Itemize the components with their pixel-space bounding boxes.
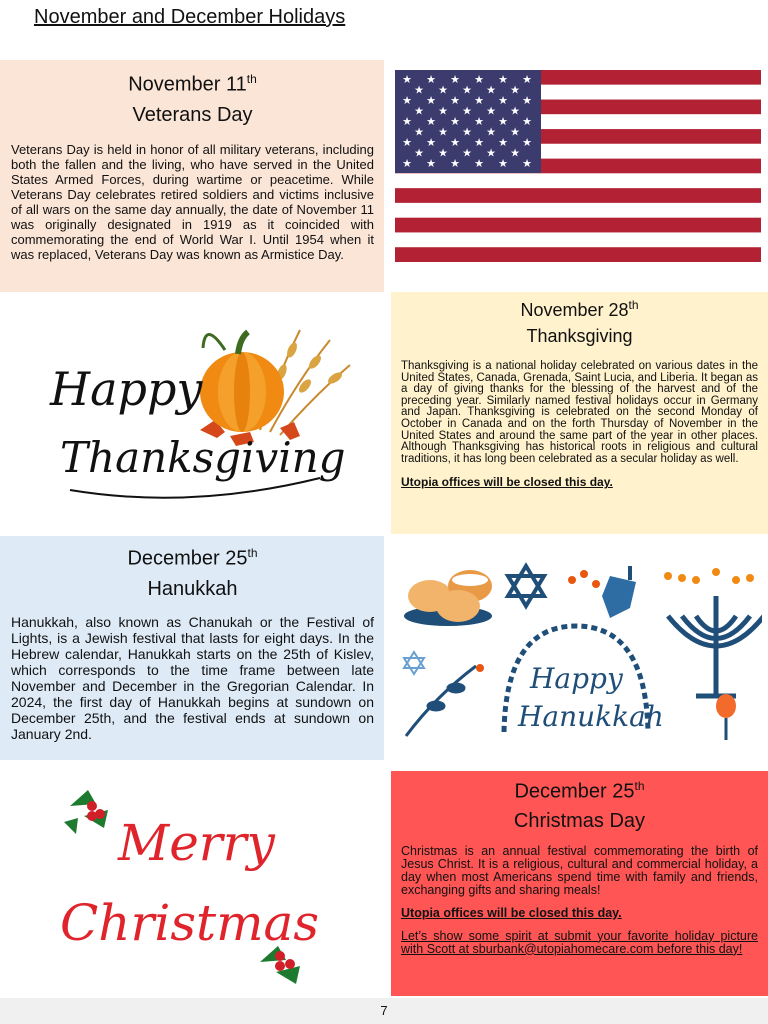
happy-thanksgiving-image [30, 310, 360, 510]
branch-icon [406, 666, 476, 736]
flag-star-icon: ★ [522, 158, 532, 170]
wheat-grain-icon [276, 341, 344, 395]
us-flag-image [395, 70, 761, 262]
flag-star-icon: ★ [402, 95, 412, 107]
christmas-spirit-note[interactable]: Let’s show some spirit at submit your favorite holiday picture with Scott at sburbank@utopiahomecare.com before this day! [401, 928, 758, 956]
thanksgiving-image-text-1: Happy [50, 362, 203, 416]
veterans-title: Veterans Day [132, 103, 253, 126]
flag-star-icon: ★ [474, 95, 484, 107]
christmas-date: December 25th [514, 779, 645, 803]
merry-christmas-image [40, 776, 340, 986]
hanukkah-title: Hanukkah [147, 577, 238, 600]
flag-star-icon: ★ [402, 137, 412, 149]
flag-star-icon: ★ [486, 105, 496, 118]
flag-star-icon: ★ [486, 84, 496, 97]
flag-star-icon: ★ [474, 158, 484, 170]
flag-star-icon: ★ [450, 95, 460, 107]
flag-stripe [395, 218, 761, 233]
flag-star-icon: ★ [426, 137, 436, 149]
flag-star-icon: ★ [426, 158, 436, 170]
flag-star-icon: ★ [498, 116, 508, 128]
flag-star-icon: ★ [510, 84, 520, 97]
flag-star-icon: ★ [498, 158, 508, 170]
flag-star-icon: ★ [426, 95, 436, 107]
flag-star-icon: ★ [402, 116, 412, 128]
flag-star-icon: ★ [462, 147, 472, 160]
flag-star-icon: ★ [522, 74, 532, 86]
flag-stripe [395, 203, 761, 218]
flag-star-icon: ★ [510, 147, 520, 160]
flag-stripe [395, 247, 761, 262]
thanksgiving-body: Thanksgiving is a national holiday celebrated on various dates in the United States, Canada, Grenada, Saint Lucia, and Liberia. It began as a day of giving thanks for the blessing of the harvest and of the preceding year. Similarly named festival holidays occur in Germany and Japan. Thanksgiving is celebrated on the second Monday of October in Canada and on the forth Thursday of November in the United States and around the same part of the year in other places. Although Thanksgiving has historical roots in religious and cultural traditions, it has long been celebrated as a secular holiday as well. [401, 360, 758, 465]
hanukkah-image-text-2: Hanukkah [518, 700, 664, 733]
veterans-body: Veterans Day is held in honor of all military veterans, including both the fallen and the living, who have served in the United States Armed Forces, during wartime or peacetime. While Veterans Day celebrates retired soldiers and victims inclusive of all wars on the same day annually, the date of November 11 was originally designated in 1919 as it coincided with commemorating the end of World War I. Until 1954 when it was replaced, Veterans Day was known as Armistice Day. [11, 141, 374, 262]
christmas-image-text-2: Christmas [60, 894, 319, 952]
flag-star-icon: ★ [474, 116, 484, 128]
flag-star-icon: ★ [450, 158, 460, 170]
flag-star-icon: ★ [402, 74, 412, 86]
christmas-body: Christmas is an annual festival commemorating the birth of Jesus Christ. It is a religious, cultural and commercial holiday, a day when most Americans spend time with family and friends, exchanging gifts and sharing meals! [401, 843, 758, 897]
flag-star-icon: ★ [414, 84, 424, 97]
flag-star-icon: ★ [438, 126, 448, 139]
christmas-image-text-1: Merry [118, 814, 275, 872]
thanksgiving-title: Thanksgiving [526, 326, 633, 346]
veterans-date: November 11th [128, 72, 257, 96]
flower-icon [716, 694, 736, 740]
hanukkah-image-text-1: Happy [530, 662, 623, 695]
thanksgiving-closed-note: Utopia offices will be closed this day. [401, 475, 613, 490]
dreidel-icon [602, 566, 636, 618]
donuts-icon [404, 570, 492, 626]
flag-star-icon: ★ [486, 126, 496, 139]
flag-star-icon: ★ [414, 126, 424, 139]
flag-star-icon: ★ [450, 137, 460, 149]
flag-star-icon: ★ [474, 74, 484, 86]
flag-star-icon: ★ [522, 116, 532, 128]
flag-star-icon: ★ [414, 147, 424, 160]
menorah-icon [668, 596, 762, 696]
flag-star-icon: ★ [426, 74, 436, 86]
flag-star-icon: ★ [522, 95, 532, 107]
flag-star-icon: ★ [462, 126, 472, 139]
flag-stripe [395, 188, 761, 203]
flag-star-icon: ★ [462, 84, 472, 97]
pumpkin-icon [200, 332, 284, 432]
flag-star-icon: ★ [522, 137, 532, 149]
page-number: 7 [0, 998, 768, 1024]
flag-stripe [395, 173, 761, 188]
flag-star-icon: ★ [498, 137, 508, 149]
hanukkah-body: Hanukkah, also known as Chanukah or the Festival of Lights, is a Jewish festival that lasts for eight days. In the Hebrew calendar, Hanukkah starts on the 25th of Kislev, which corresponds to the time frame between late November and December in the Gregorian Calendar. In 2024, the first day of Hanukkah begins at sundown on December 25th, and the festival ends at sundown on January 2nd. [11, 613, 374, 742]
star-of-david-icon [508, 566, 544, 606]
flag-star-icon: ★ [438, 105, 448, 118]
christmas-panel [391, 771, 768, 996]
flag-star-icon: ★ [510, 105, 520, 118]
flag-star-icon: ★ [498, 74, 508, 86]
flag-star-icon: ★ [450, 74, 460, 86]
flag-star-icon: ★ [438, 84, 448, 97]
flag-star-icon: ★ [462, 105, 472, 118]
flag-star-icon: ★ [510, 126, 520, 139]
thanksgiving-date: November 28th [520, 298, 639, 320]
page-title: November and December Holidays [34, 6, 346, 28]
flag-star-icon: ★ [486, 147, 496, 160]
star-of-david-small-icon [404, 652, 424, 674]
flag-stripe [395, 232, 761, 247]
hanukkah-date: December 25th [127, 546, 258, 570]
flag-star-icon: ★ [438, 147, 448, 160]
flag-star-icon: ★ [450, 116, 460, 128]
flag-star-icon: ★ [474, 137, 484, 149]
flag-star-icon: ★ [414, 105, 424, 118]
thanksgiving-panel [391, 292, 768, 534]
flag-star-icon: ★ [426, 116, 436, 128]
thanksgiving-image-text-2: Thanksgiving [60, 433, 346, 482]
veterans-day-panel [0, 60, 384, 292]
happy-hanukkah-image [396, 556, 762, 742]
holly-icon [64, 790, 108, 834]
candles-icon [664, 568, 754, 584]
flag-star-icon: ★ [498, 95, 508, 107]
flag-star-icon: ★ [402, 158, 412, 170]
christmas-closed-note: Utopia offices will be closed this day. [401, 905, 622, 920]
hanukkah-panel [0, 536, 384, 760]
christmas-title: Christmas Day [513, 809, 646, 832]
